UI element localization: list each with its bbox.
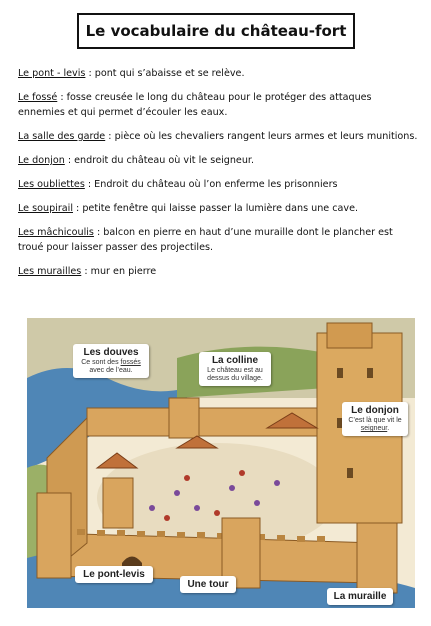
page-title-text: Le vocabulaire du château-fort bbox=[85, 22, 347, 40]
definition-text: petite fenêtre qui laisse passer la lumière dans une cave. bbox=[79, 203, 359, 214]
definition-separator: : bbox=[93, 227, 101, 238]
definition-term: Les murailles bbox=[18, 266, 82, 277]
label-douves-desc bbox=[75, 359, 147, 375]
definition-term: Les mâchicoulis bbox=[18, 227, 94, 238]
definition-separator: : bbox=[81, 266, 88, 277]
label-donjon-desc-pre: C’est là que vit le bbox=[348, 417, 402, 424]
label-colline-title: La colline bbox=[211, 355, 259, 366]
definition-term: Le soupirail bbox=[18, 203, 73, 214]
label-donjon-desc bbox=[344, 417, 406, 433]
definition-separator: : bbox=[57, 92, 64, 103]
castle-illustration bbox=[27, 318, 415, 608]
definition-text: Endroit du château où l’on enferme les prisonniers bbox=[91, 179, 338, 190]
label-douves-desc-pre: Ce sont des bbox=[81, 359, 121, 366]
label-douves-desc-post: avec de l’eau. bbox=[89, 367, 133, 374]
definition-text: pont qui s’abaisse et se relève. bbox=[91, 68, 245, 79]
label-muraille-title: La muraille bbox=[333, 591, 387, 602]
definition-term: La salle des garde bbox=[18, 131, 106, 142]
definitions-list bbox=[18, 66, 418, 288]
label-tour bbox=[180, 576, 236, 593]
label-tour-title: Une tour bbox=[187, 579, 229, 590]
label-pont-levis bbox=[75, 566, 153, 583]
label-colline-desc: Le château est au dessus du village. bbox=[207, 367, 263, 382]
definition-item bbox=[18, 90, 418, 120]
label-douves-title: Les douves bbox=[83, 347, 139, 358]
definition-text: balcon en pierre en haut d’une muraille dont le plancher est troué pour laisser passer des projectiles. bbox=[18, 227, 393, 253]
label-douves bbox=[73, 344, 149, 378]
definition-item bbox=[18, 129, 418, 144]
definition-term: Le pont - levis bbox=[18, 68, 86, 79]
definition-text: mur en pierre bbox=[87, 266, 157, 277]
definition-term: Les oubliettes bbox=[18, 179, 85, 190]
definition-term: Le donjon bbox=[18, 155, 65, 166]
definition-text: pièce où les chevaliers rangent leurs armes et leurs munitions. bbox=[111, 131, 418, 142]
definition-separator: : bbox=[64, 155, 72, 166]
label-douves-desc-link: fossés bbox=[120, 359, 141, 366]
definition-item bbox=[18, 177, 418, 192]
definition-item bbox=[18, 66, 418, 81]
label-donjon bbox=[342, 402, 408, 436]
label-donjon-desc-post: . bbox=[387, 425, 390, 432]
definition-item bbox=[18, 153, 418, 168]
definition-text: endroit du château où vit le seigneur. bbox=[71, 155, 255, 166]
page-title bbox=[77, 13, 355, 49]
label-pont-levis-title: Le pont-levis bbox=[83, 569, 145, 580]
definition-separator: : bbox=[73, 203, 80, 214]
definition-item bbox=[18, 201, 418, 216]
definition-separator: : bbox=[85, 68, 92, 79]
definition-item bbox=[18, 264, 418, 279]
definition-text: fosse creusée le long du château pour le protéger des attaques ennemies et qui permet d’écouler les eaux. bbox=[18, 92, 372, 118]
definition-separator: : bbox=[105, 131, 112, 142]
definition-separator: : bbox=[84, 179, 92, 190]
label-donjon-title: Le donjon bbox=[351, 405, 399, 416]
definition-item bbox=[18, 225, 418, 255]
label-colline bbox=[199, 352, 271, 386]
definition-term: Le fossé bbox=[18, 92, 58, 103]
label-donjon-desc-link: seigneur bbox=[360, 425, 388, 432]
label-muraille bbox=[327, 588, 393, 605]
